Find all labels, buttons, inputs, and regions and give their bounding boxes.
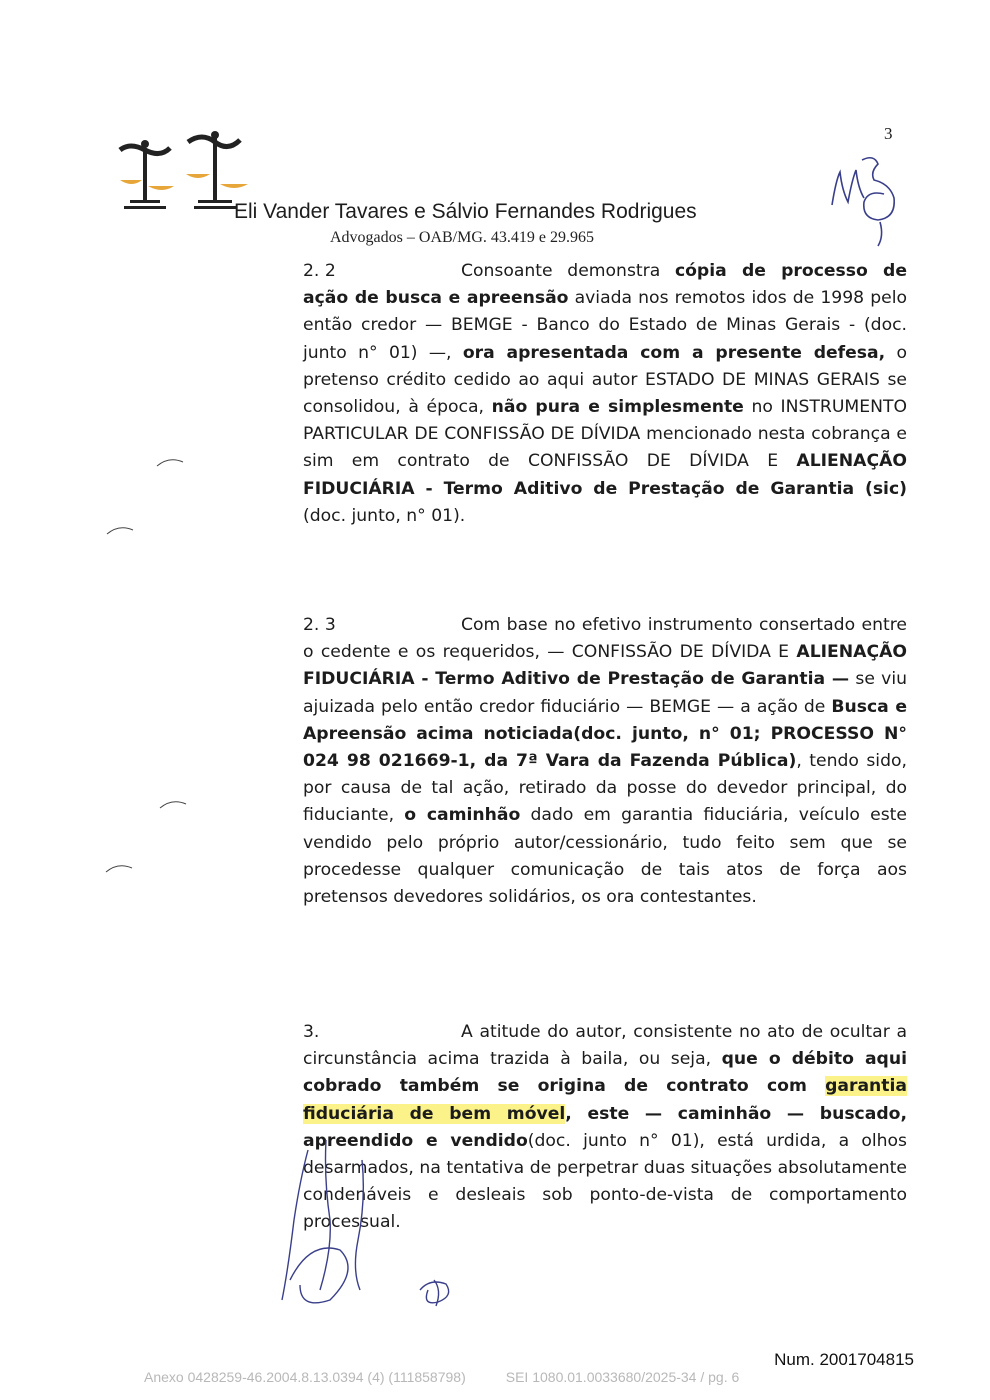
- text: o pretenso crédito cedido ao aqui autor ESTADO DE MINAS GERAIS se consolidou, à época,: [303, 342, 907, 418]
- margin-mark: [158, 798, 188, 810]
- text: se viu ajuizada pelo então credor fiduciário — BEMGE — a ação de: [303, 669, 908, 717]
- text: (doc. junto n° 01), está urdida, a olhos desarmados, na tentativa de perpetrar duas situações absolutamente condenáveis e desleais sob ponto-de-vista de comportamento processual.: [303, 1130, 907, 1233]
- page-number: 3: [884, 124, 893, 143]
- bold-text: ALIENAÇÃO FIDUCIÁRIA - Termo Aditivo de Prestação de Garantia —: [303, 642, 907, 690]
- firm-name: Eli Vander Tavares e Sálvio Fernandes Rodrigues: [234, 200, 697, 223]
- bold-text: o caminhão: [404, 805, 521, 826]
- section-number: 2. 3: [303, 615, 336, 635]
- text: Consoante demonstra: [461, 261, 675, 281]
- bold-text: que o débito aqui cobrado também se origina de contrato com: [303, 1049, 907, 1097]
- text: , tendo sido, por causa de tal ação, retirado da posse do devedor principal, do fiduciante,: [303, 751, 907, 826]
- bold-text: não pura e simplesmente: [491, 397, 744, 418]
- bold-text: Busca e Apreensão acima noticiada(doc. junto, n° 01; PROCESSO N° 024 98 021669-1, da 7ª Vara da Fazenda Pública): [303, 696, 907, 772]
- section-number: 3.: [303, 1022, 320, 1042]
- text: (doc. junto, n° 01).: [303, 505, 466, 526]
- footer-watermark: [144, 1369, 739, 1385]
- bold-text: ALIENAÇÃO FIDUCIÁRIA - Termo Aditivo de Prestação de Garantia (sic): [303, 451, 907, 499]
- document-number: Num. 2001704815: [774, 1350, 914, 1369]
- section-2-3: [303, 612, 907, 911]
- handwritten-signature: [270, 1140, 470, 1320]
- highlighted-text: garantia fiduciária de bem móvel: [303, 1076, 907, 1124]
- text: Com base no efetivo instrumento consertado entre o cedente e os requeridos, — CONFISSÃO DE DÍVIDA E: [303, 615, 907, 663]
- text: dado em garantia fiduciária, veículo este vendido pelo próprio autor/cessionário, tudo feito sem que se procedesse qualquer comunicação de tais atos de força aos pretensos devedores solidários, os ora contestantes.: [303, 805, 907, 908]
- section-2-2: [303, 258, 907, 530]
- section-number: 2. 2: [303, 261, 336, 281]
- text: no INSTRUMENTO PARTICULAR DE CONFISSÃO DE DÍVIDA mencionado nesta cobrança e sim em contrato de CONFISSÃO DE DÍVIDA E: [303, 397, 907, 472]
- bold-text: cópia de processo de ação de busca e apreensão: [303, 261, 907, 309]
- bold-text: ora apresentada com a presente defesa,: [462, 342, 886, 363]
- firm-subtitle: Advogados – OAB/MG. 43.419 e 29.965: [330, 229, 594, 246]
- margin-mark: [155, 456, 185, 468]
- bold-text: , este — caminhão — buscado, apreendido e vendido: [303, 1103, 907, 1151]
- margin-mark: [104, 862, 134, 874]
- annex-reference: Anexo 0428259-46.2004.8.13.0394 (4) (111858798): [144, 1369, 466, 1385]
- margin-mark: [105, 524, 135, 536]
- sei-reference: SEI 1080.01.0033680/2025-34 / pg. 6: [505, 1369, 740, 1385]
- text: A atitude do autor, consistente no ato de ocultar a circunstância acima trazida à baila, ou seja,: [303, 1022, 907, 1070]
- handwritten-initials: [824, 150, 904, 250]
- text: aviada nos remotos idos de 1998 pelo então credor — BEMGE - Banco do Estado de Minas Gerais - (doc. junto n° 01) —,: [303, 288, 907, 363]
